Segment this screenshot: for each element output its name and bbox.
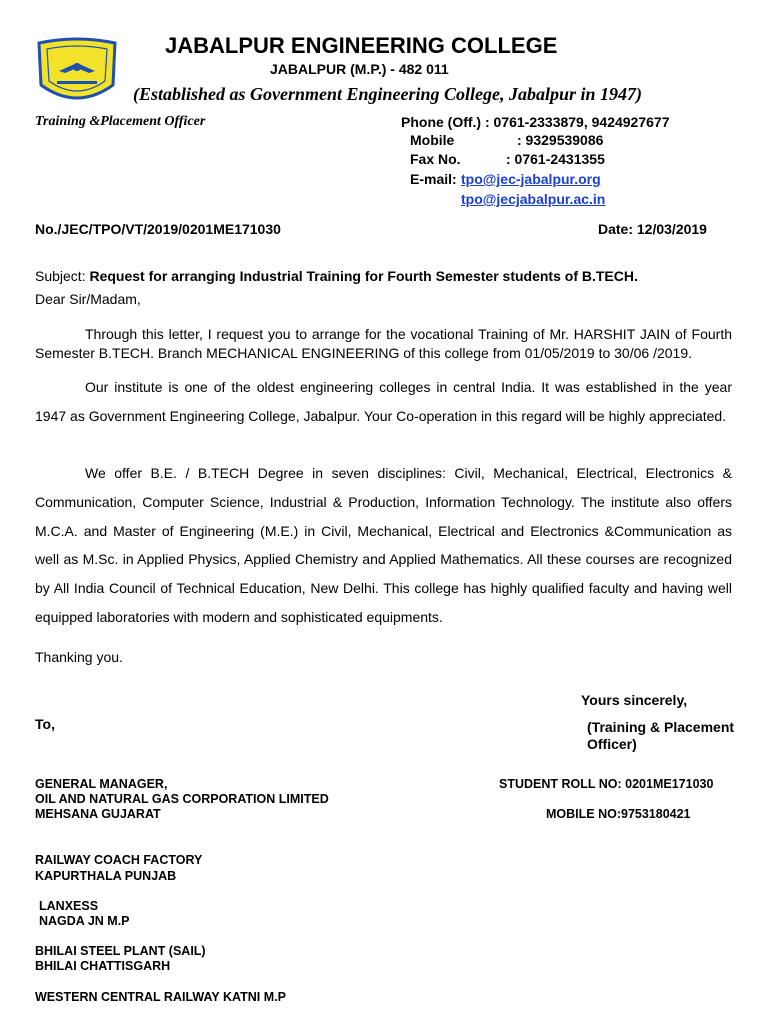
recipient-rcf-line-1: RAILWAY COACH FACTORY — [35, 853, 203, 867]
letter-date: Date: 12/03/2019 — [598, 221, 707, 237]
subject-line — [35, 268, 638, 284]
recipient-gm-line-1: GENERAL MANAGER, — [35, 777, 168, 791]
phone-line: Phone (Off.) : 0761-2333879, 9424927677 — [401, 114, 670, 130]
mobile-label: Mobile — [410, 132, 455, 148]
student-mobile-no: MOBILE NO:9753180421 — [546, 807, 691, 821]
signatory-line-2: Officer) — [587, 736, 637, 752]
recipient-gm-line-2: OIL AND NATURAL GAS CORPORATION LIMITED — [35, 792, 329, 806]
recipient-lanxess-line-2: NAGDA JN M.P — [39, 914, 130, 928]
subject-label: Subject: — [35, 268, 86, 284]
email-link-1[interactable]: tpo@jec-jabalpur.org — [461, 171, 601, 187]
to-label: To, — [35, 716, 55, 732]
recipient-gm-line-3: MEHSANA GUJARAT — [35, 807, 161, 821]
salutation: Dear Sir/Madam, — [35, 291, 141, 307]
signatory-line-1: (Training & Placement — [587, 719, 735, 735]
recipient-bhilai-line-2: BHILAI CHATTISGARH — [35, 959, 171, 973]
established-line: (Established as Government Engineering College, Jabalpur in 1947) — [133, 84, 643, 104]
fax-label: Fax No. — [410, 151, 461, 167]
city-line: JABALPUR (M.P.) - 482 011 — [270, 61, 449, 77]
office-title: Training &Placement Officer — [35, 114, 206, 129]
email-link-2[interactable]: tpo@jecjabalpur.ac.in — [461, 191, 606, 207]
email-label: E-mail: — [410, 171, 457, 187]
fax-value: : 0761-2431355 — [506, 151, 605, 167]
college-name: JABALPUR ENGINEERING COLLEGE — [165, 33, 558, 58]
thanking-line: Thanking you. — [35, 649, 123, 665]
paragraph-3: We offer B.E. / B.TECH Degree in seven disciplines: Civil, Mechanical, Electrical, Electronics & Communication, Computer Science, Industrial & Production, Information Technology. The institute also offers M.C.A. and Master of Engineering (M.E.) in Civil, Mechanical, Electrical and Electronics &Communication as well as M.Sc. in Applied Physics, Applied Chemistry and Applied Mathematics. All these courses are recognized by All India Council of Technical Education, New Delhi. This college has highly qualified faculty and having well equipped laboratories with modern and sophisticated equipments. — [35, 465, 732, 625]
mobile-value: : 9329539086 — [517, 132, 604, 148]
recipient-rcf-line-2: KAPURTHALA PUNJAB — [35, 869, 177, 883]
recipient-wcr: WESTERN CENTRAL RAILWAY KATNI M.P — [35, 990, 286, 1004]
recipient-lanxess-line-1: LANXESS — [39, 899, 99, 913]
recipient-bhilai-line-1: BHILAI STEEL PLANT (SAIL) — [35, 944, 206, 958]
student-roll-no: STUDENT ROLL NO: 0201ME171030 — [499, 777, 714, 791]
yours-sincerely: Yours sincerely, — [581, 692, 688, 708]
college-logo — [33, 37, 121, 107]
subject-text: Request for arranging Industrial Training for Fourth Semester students of B.TECH. — [89, 268, 638, 284]
paragraph-2: Our institute is one of the oldest engineering colleges in central India. It was established in the year 1947 as Government Engineering College, Jabalpur. Your Co-operation in this regard will be highly appreciated. — [35, 379, 732, 424]
reference-number: No./JEC/TPO/VT/2019/0201ME171030 — [35, 221, 281, 237]
paragraph-1: Through this letter, I request you to arrange for the vocational Training of Mr. HARSHIT JAIN of Fourth Semester B.TECH. Branch MECHANICAL ENGINEERING of this college from 01/05/2019 to 30/06 /2019. — [35, 326, 732, 361]
